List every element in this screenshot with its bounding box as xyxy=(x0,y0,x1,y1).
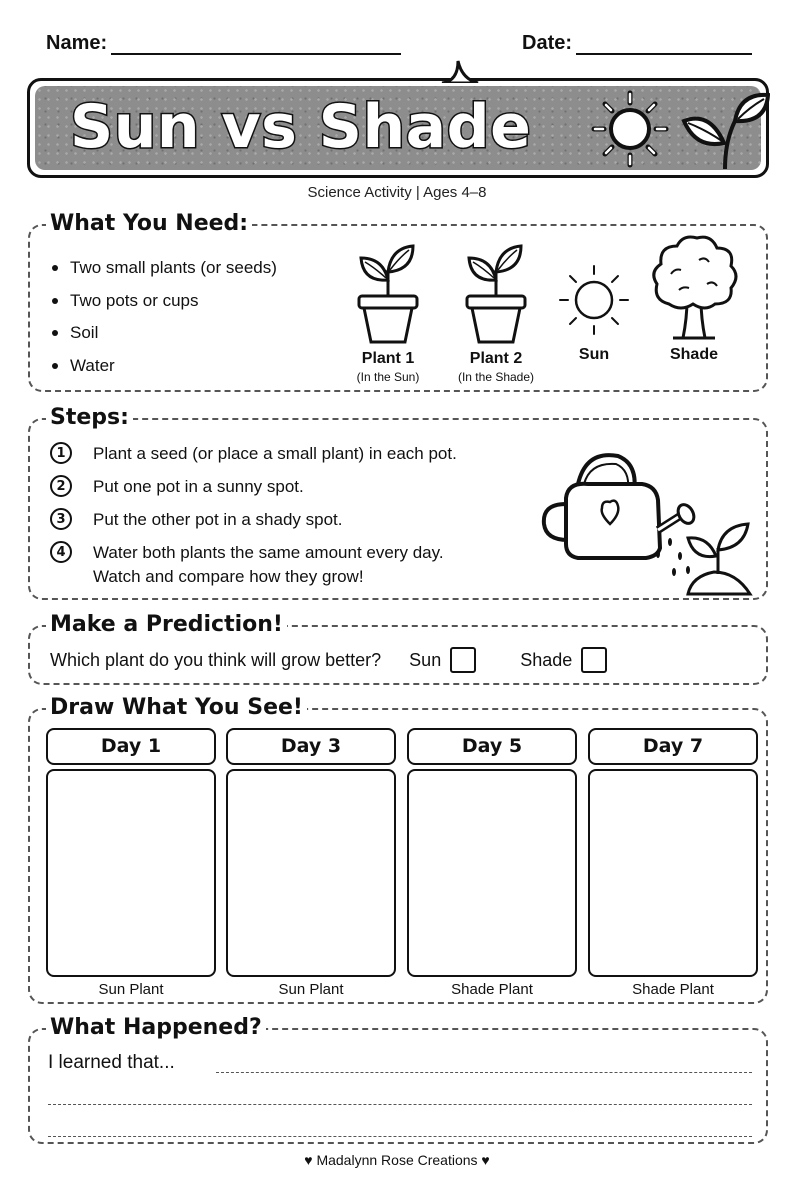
banner-notch xyxy=(440,59,480,83)
potted-plant-icon xyxy=(461,242,531,346)
watering-can-icon xyxy=(538,444,754,596)
plant-2-picture: Plant 2 (In the Shade) xyxy=(448,242,544,384)
shade-checkbox[interactable] xyxy=(581,647,607,673)
learned-prompt: I learned that... xyxy=(48,1052,175,1073)
subtitle: Science Activity | Ages 4–8 xyxy=(307,184,487,201)
bullet-icon xyxy=(52,330,58,336)
leaf-icon xyxy=(680,91,770,171)
steps-section xyxy=(28,405,768,600)
step-item: 2 Put one pot in a sunny spot. xyxy=(50,475,304,499)
day-caption: Shade Plant xyxy=(451,981,533,998)
name-field[interactable] xyxy=(46,32,401,55)
writing-line[interactable] xyxy=(48,1104,752,1105)
what-happened-section xyxy=(28,1015,768,1144)
needs-list xyxy=(52,252,277,382)
day-header: Day 1 xyxy=(46,728,216,765)
date-label: Date: xyxy=(522,32,573,54)
what-you-need-section xyxy=(28,211,768,392)
day-header: Day 7 xyxy=(588,728,758,765)
list-item: Soil xyxy=(52,317,277,350)
sun-checkbox[interactable] xyxy=(450,647,476,673)
title-banner xyxy=(27,78,769,178)
day-caption: Shade Plant xyxy=(632,981,714,998)
shade-picture: Shade xyxy=(644,234,744,364)
prediction-section xyxy=(28,612,768,685)
writing-line[interactable] xyxy=(48,1136,752,1137)
potted-plant-icon xyxy=(353,242,423,346)
shade-option[interactable]: Shade xyxy=(520,647,607,673)
sun-option[interactable]: Sun xyxy=(409,647,476,673)
plant-1-picture: Plant 1 (In the Sun) xyxy=(348,242,428,384)
step-item: 3 Put the other pot in a shady spot. xyxy=(50,508,343,532)
day-column xyxy=(46,728,216,998)
sun-icon xyxy=(558,264,630,336)
list-item: Two pots or cups xyxy=(52,285,277,318)
bullet-icon xyxy=(52,265,58,271)
bullet-icon xyxy=(52,363,58,369)
list-item: Water xyxy=(52,350,277,383)
section-title: What Happened? xyxy=(46,1013,266,1043)
day-column xyxy=(407,728,577,998)
section-title: Make a Prediction! xyxy=(46,610,287,640)
day-column xyxy=(588,728,758,998)
drawing-box[interactable] xyxy=(407,769,577,977)
tree-icon xyxy=(649,234,739,342)
date-line[interactable] xyxy=(576,33,752,55)
day-header: Day 5 xyxy=(407,728,577,765)
section-title: What You Need: xyxy=(46,209,252,239)
step-item: 1 Plant a seed (or place a small plant) in each pot. xyxy=(50,442,457,466)
day-header: Day 3 xyxy=(226,728,396,765)
drawing-box[interactable] xyxy=(226,769,396,977)
section-title: Draw What You See! xyxy=(46,693,307,723)
day-caption: Sun Plant xyxy=(278,981,344,998)
prediction-question: Which plant do you think will grow better? Sun Shade xyxy=(50,647,607,673)
footer-credit: ♥ Madalynn Rose Creations ♥ xyxy=(304,1152,490,1168)
name-line[interactable] xyxy=(111,33,401,55)
bullet-icon xyxy=(52,298,58,304)
step-item: 4 Water both plants the same amount every day. Watch and compare how they grow! xyxy=(50,541,444,589)
day-caption: Sun Plant xyxy=(98,981,164,998)
draw-section xyxy=(28,695,768,1004)
sun-picture: Sun xyxy=(558,264,630,364)
list-item: Two small plants (or seeds) xyxy=(52,252,277,285)
drawing-box[interactable] xyxy=(46,769,216,977)
name-label: Name: xyxy=(46,32,108,54)
sun-icon xyxy=(590,89,670,169)
section-title: Steps: xyxy=(46,403,133,433)
drawing-box[interactable] xyxy=(588,769,758,977)
page-title: Sun vs Shade xyxy=(70,92,532,162)
day-column xyxy=(226,728,396,998)
date-field[interactable] xyxy=(522,32,752,55)
writing-line[interactable] xyxy=(216,1072,752,1073)
